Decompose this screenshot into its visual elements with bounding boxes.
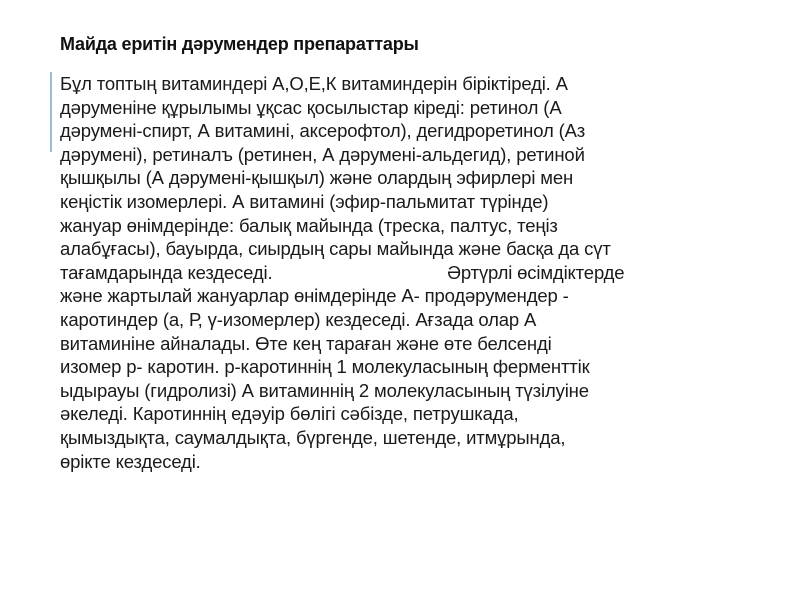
body-line-8: алабұғасы), бауырда, сиырдың сары майында және басқа да сүт xyxy=(60,238,611,260)
body-line-5: қышқылы (А дәрумені-қышқыл) және олардың эфирлері мен xyxy=(60,167,574,189)
body-line-4: дәрумені), ретиналъ (ретинен, А дәрумені-альдегид), ретиной xyxy=(60,143,585,165)
body-line-12: витаминіне айналады. Өте кең тараған және өте белсенді xyxy=(60,332,552,354)
body-line-2: дәруменіне құрылымы ұқсас қосылыстар кіреді: ретинол (А xyxy=(60,96,562,118)
body-line-1: Бұл топтың витаминдері А,О,Е,К витаминдерін біріктіреді. А xyxy=(60,73,568,94)
body-line-3: дәрумені-спирт, А витамині, аксерофтол), дегидроретинол (Аз xyxy=(60,120,586,142)
slide-title: Майда еритін дәрумендер препараттары xyxy=(60,34,419,54)
body-text xyxy=(60,72,700,473)
body-line-14: ыдырауы (гидролизі) А витаминнің 2 молекуласының түзілуіне xyxy=(60,379,589,401)
body-line-6: кеңістік изомерлері. А витамині (эфир-пальмитат түрінде) xyxy=(60,190,549,212)
body-line-9: тағамдарында кездеседі. Әртүрлі өсімдіктерде xyxy=(60,261,625,283)
body-line-11: каротиндер (а, Р, γ-изомерлер) кездеседі. Ағзада олар А xyxy=(60,308,537,330)
body-line-16: қымыздықта, саумалдықта, бүргенде, шетенде, итмұрында, xyxy=(60,426,566,448)
accent-bar xyxy=(50,72,52,152)
body-line-13: изомер р- каротин. р-каротиннің 1 молекуласының ферменттік xyxy=(60,356,590,378)
body-line-15: әкеледі. Каротиннің едәуір бөлігі сәбізде, петрушкада, xyxy=(60,403,519,425)
body-line-17: өрікте кездеседі. xyxy=(60,450,201,472)
body-line-7: жануар өнімдерінде: балық майында (треска, палтус, теңіз xyxy=(60,214,558,236)
body-line-10: және жартылай жануарлар өнімдерінде А- продәрумендер - xyxy=(60,285,569,307)
